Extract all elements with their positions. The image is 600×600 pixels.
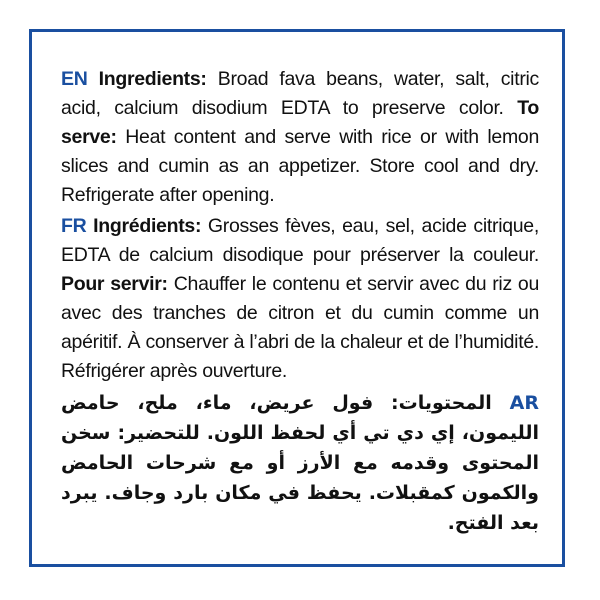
english-ingredients-text: Broad fava beans, water, salt, citric acid, calcium disodium EDTA to preserve color. <box>61 68 540 119</box>
english-section <box>61 65 539 210</box>
french-ingredients-label: Ingrédients: <box>93 215 202 237</box>
english-ingredients-label: Ingredients: <box>98 68 207 90</box>
label-border-frame <box>29 29 565 567</box>
arabic-serve-label: للتحضير: <box>117 422 200 444</box>
french-ingredients-text: Grosses fèves, eau, sel, acide citrique, EDTA de calcium disodique pour préserver la couleur. <box>61 215 539 266</box>
french-serve-text: Chauffer le contenu et servir avec du riz ou avec des tranches de citron et du cumin comme un apéritif. À conserver à l’abri de la chaleur et de l’humidité. Réfrigérer après ouverture. <box>61 273 539 382</box>
arabic-section <box>61 388 539 538</box>
arabic-ingredients-label: المحتويات: <box>391 392 492 414</box>
arabic-ingredients-text: فول عريض، ماء، ملح، حامض الليمون، إي دي تي أي لحفظ اللون. <box>61 392 539 444</box>
arabic-serve-text: سخن المحتوى وقدمه مع الأرز أو مع شرحات الحامض والكمون كمقبلات. يحفظ في مكان بارد وجاف. يبرد بعد الفتح. <box>61 422 539 534</box>
french-serve-label: Pour servir: <box>61 273 168 295</box>
french-language-code: FR <box>61 215 87 237</box>
english-serve-text: Heat content and serve with rice or with lemon slices and cumin as an appetizer. Store cool and dry. Refrigerate after opening. <box>61 126 539 206</box>
label-content <box>61 65 539 538</box>
english-serve-label: To serve: <box>61 97 539 148</box>
french-section <box>61 212 539 386</box>
english-language-code: EN <box>61 68 88 90</box>
arabic-language-code: AR <box>509 392 539 414</box>
